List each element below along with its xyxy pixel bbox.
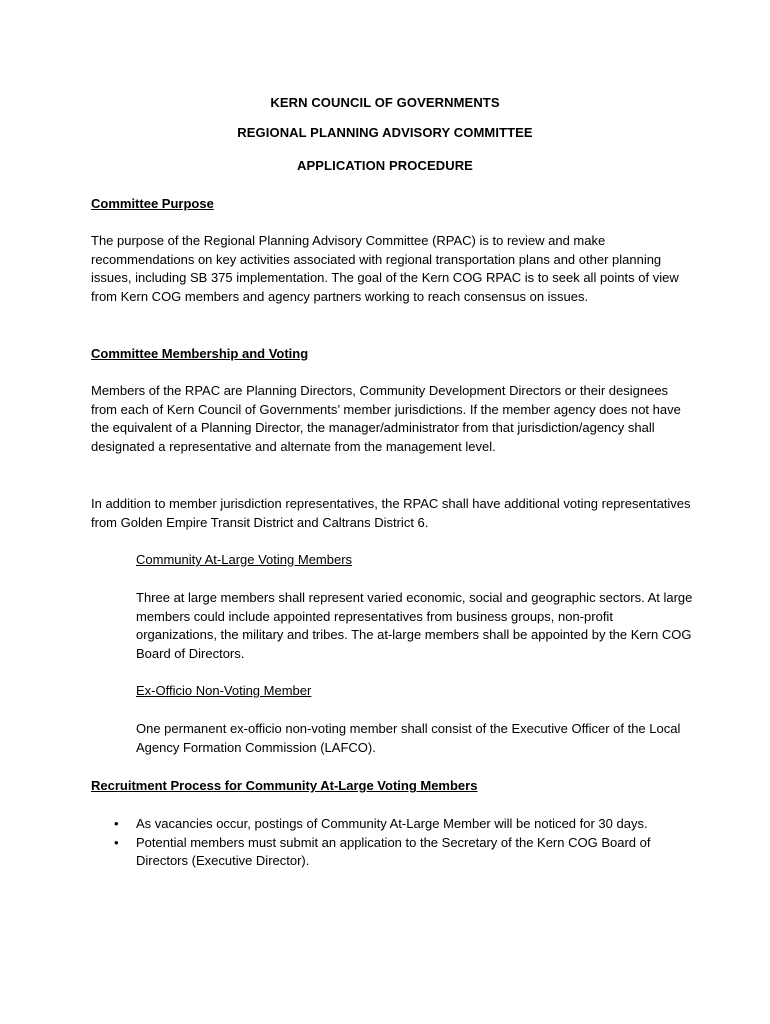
document-title: APPLICATION PROCEDURE	[297, 158, 473, 173]
additional-voting-paragraph: In addition to member jurisdiction representatives, the RPAC shall have additional voting representatives from Golden Empire Transit District and Caltrans District 6.	[91, 496, 691, 530]
membership-heading: Committee Membership and Voting	[91, 346, 309, 361]
recruitment-heading: Recruitment Process for Community At-Large Voting Members	[91, 778, 478, 793]
at-large-paragraph: Three at large members shall represent varied economic, social and geographic sectors. At large members could include appointed representatives from business groups, non-profit organizations, the military and tribes. The at-large members shall be appointed by the Kern COG Board of Directors.	[136, 590, 693, 662]
bullet-icon: •	[114, 816, 119, 831]
bullet-text: As vacancies occur, postings of Community At-Large Member will be noticed for 30 days.	[136, 816, 648, 831]
bullet-text: Potential members must submit an application to the Secretary of the Kern COG Board of Directors (Executive Director).	[136, 834, 651, 869]
ex-officio-subheading: Ex-Officio Non-Voting Member	[136, 683, 312, 698]
membership-paragraph: Members of the RPAC are Planning Directors, Community Development Directors or their designees from each of Kern Council of Governments’ member jurisdictions. If the member agency does not have the equivalent of a Planning Director, the manager/administrator from that jurisdiction/agency shall designated a representative and alternate from the management level.	[91, 383, 681, 455]
recruitment-bullet-list	[112, 815, 682, 871]
ex-officio-paragraph: One permanent ex-officio non-voting member shall consist of the Executive Officer of the Local Agency Formation Commission (LAFCO).	[136, 721, 681, 755]
org-title: KERN COUNCIL OF GOVERNMENTS	[270, 95, 500, 110]
list-item	[112, 834, 682, 871]
bullet-icon: •	[114, 834, 119, 850]
list-item	[112, 815, 682, 834]
committee-title: REGIONAL PLANNING ADVISORY COMMITTEE	[237, 125, 533, 140]
at-large-subheading: Community At-Large Voting Members	[136, 552, 353, 567]
purpose-heading: Committee Purpose	[91, 196, 214, 211]
purpose-paragraph: The purpose of the Regional Planning Advisory Committee (RPAC) is to review and make recommendations on key activities associated with regional transportation plans and other planning issues, including SB 375 implementation. The goal of the Kern COG RPAC is to seek all points of view from Kern COG members and agency partners working to reach consensus on issues.	[91, 233, 679, 305]
